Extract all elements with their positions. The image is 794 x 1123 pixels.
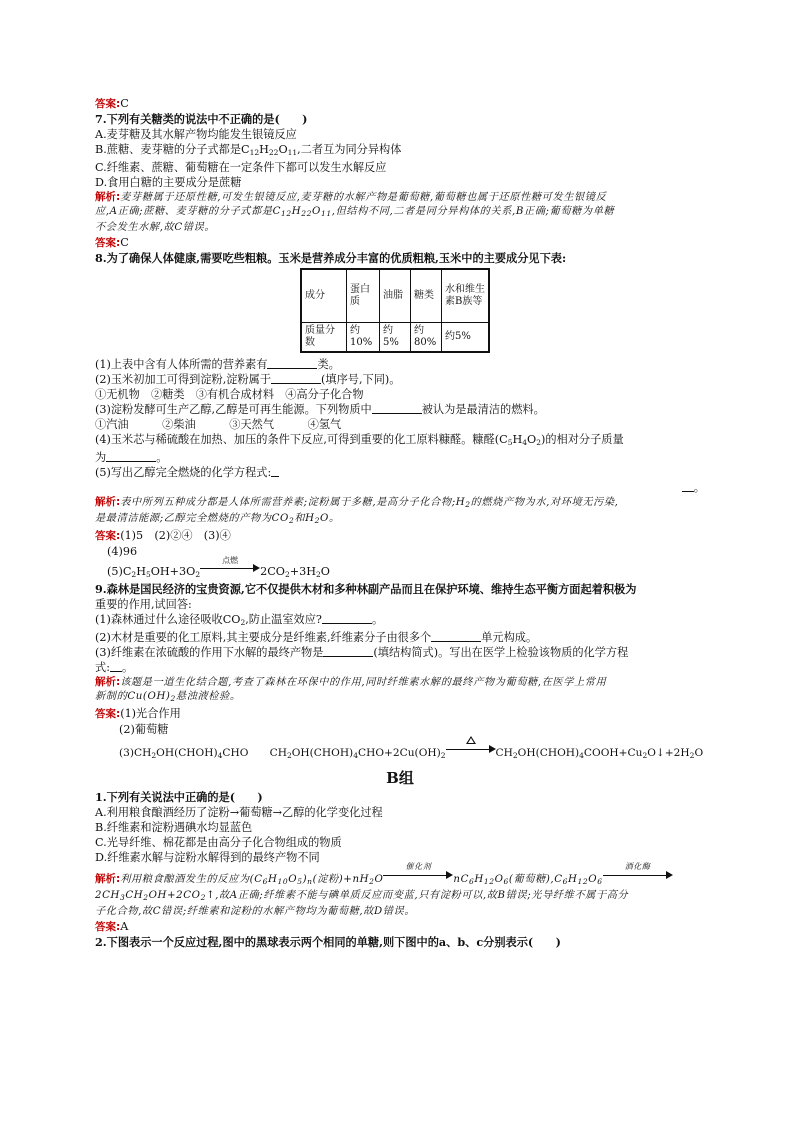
table-cell: 约80%: [411, 323, 442, 353]
q8-stem-text: 8.为了确保人体健康,需要吃些粗粮。玉米是营养成分丰富的优质粗粮,玉米中的主要成分见下表:: [95, 251, 567, 265]
q8-jx1b: 的燃烧产物为水,对环境无污染,: [470, 497, 619, 508]
answer-blank[interactable]: [106, 450, 156, 462]
answer-label: 答案:: [95, 530, 121, 542]
answer-value: C: [120, 97, 129, 110]
answer-blank[interactable]: [372, 402, 422, 414]
answer-blank[interactable]: [271, 465, 279, 477]
table-cell: 约5%: [380, 323, 411, 353]
reaction-condition: 酒化酶: [624, 862, 651, 871]
q9-p3d: 。: [121, 661, 134, 674]
q7-option-c: C.纤维素、蔗糖、葡萄糖在一定条件下都可以发生水解反应: [95, 161, 387, 174]
b1-jx-part: nC: [453, 874, 469, 885]
eq-left: (5)C: [107, 565, 132, 578]
q8-part-4-cont: [95, 450, 705, 465]
q8-part-5: [95, 465, 705, 480]
q7-jx1: 麦芽糖属于还原性糖,可发生银镜反应,麦芽糖的水解产物是葡萄糖,葡萄糖也属于还原性糖可发生银镜反: [120, 192, 607, 203]
q8-answer-5-equation: $(5)C_2H_5OH+3O_2$ 点燃 $2CO_2+3H_2O$: [95, 562, 705, 582]
analysis-label: 解析:: [95, 496, 121, 508]
q9-eq-part: CH: [495, 747, 513, 759]
q9-p3c: 式:: [95, 661, 110, 674]
q9-part-3: [95, 645, 705, 660]
analysis-label: 解析:: [95, 191, 121, 203]
table-row: [301, 323, 489, 353]
reaction-arrow-icon: [603, 862, 673, 881]
eq-right: 2CO: [260, 565, 285, 578]
q8-part-2-options: ①无机物 ②糖类 ③有机合成材料 ④高分子化合物: [95, 388, 364, 401]
reaction-condition: 点燃: [222, 556, 239, 565]
table-row-label: 质量分数: [301, 323, 347, 353]
q9-eq-part: CHO CH: [222, 747, 287, 759]
document-page: [95, 96, 705, 950]
b1-answer: A: [120, 920, 129, 933]
q8-part-4: (4)玉米芯与稀硫酸在加热、加压的条件下反应,可得到重要的化工原料糠醛。糠醛$(C_5H_4O_2)$的相对分子质量: [95, 433, 624, 447]
q7-option-d: D.食用白糖的主要成分是蔗糖: [95, 176, 242, 189]
q9-eq-part: OH(CHOH): [291, 747, 354, 759]
q7-jx2b: ,但结构不同,二者是同分异构体的关系,B正确;葡萄糖为单糖: [331, 206, 615, 217]
q9-p1b: ,防止温室效应?: [245, 613, 322, 626]
q9-answer-line: [95, 706, 705, 722]
q8-p4a: (4)玉米芯与稀硫酸在加热、加压的条件下反应,可得到重要的化工原料糠醛。糠醛(C: [95, 433, 508, 446]
q9-stem1: 9.森林是国民经济的宝贵资源,它不仅提供木材和多种林副产品而且在保护环境、维持生态平衡方面起着积极为: [95, 582, 637, 596]
q8-part-3: [95, 402, 705, 417]
table-header-cell: 成分: [301, 269, 347, 323]
q9-p2a: (2)木材是重要的化工原料,其主要成分是纤维素,纤维素分子由很多个: [95, 631, 432, 644]
q9-part-2: [95, 630, 705, 645]
question-b1-stem: [95, 790, 705, 805]
q9-p3b: (填结构简式)。写出在医学上检验该物质的化学方程: [373, 646, 629, 659]
q8-p3a: (3)淀粉发酵可生产乙醇,乙醇是可再生能源。下列物质中: [95, 403, 372, 416]
q8-p1b: 类。: [317, 358, 340, 371]
answer-label: 答案:: [95, 98, 121, 110]
q8-p2a: (2)玉米初加工可得到淀粉,淀粉属于: [95, 373, 272, 386]
q8-part-2: [95, 372, 705, 387]
q7-jx3: 不会发生水解,故C错误。: [95, 222, 216, 233]
q9-jx2: 新制的Cu(OH): [95, 691, 171, 702]
q7-stem-text: 7.下列有关糖类的说法中不正确的是( ): [95, 112, 308, 126]
answer-blank[interactable]: [682, 480, 694, 492]
question-7-stem: [95, 112, 705, 127]
b2-stem-text: 2.下图表示一个反应过程,图中的黑球表示两个相同的单糖,则下图中的a、b、c分别表示( ): [95, 935, 561, 949]
b1-jx-part: OH+2CO: [148, 890, 201, 901]
q8-p2b: (填序号,下同)。: [321, 373, 401, 386]
q8-part-5-end: [95, 480, 705, 495]
q9-p3a: (3)纤维素在浓硫酸的作用下水解的最终产物是: [95, 646, 324, 659]
b1-answer-line: [95, 919, 705, 935]
answer-blank[interactable]: [323, 645, 373, 657]
table-header-cell: 水和维生素B族等: [442, 269, 490, 323]
q9-eq-part: COOH+Cu: [583, 747, 643, 759]
q8-jx1: 表中所列五种成分都是人体所需营养素;淀粉属于多糖,是高分子化合物;H: [120, 497, 466, 508]
question-8-stem: [95, 251, 705, 266]
q8-p5: (5)写出乙醇完全燃烧的化学方程式:: [95, 466, 272, 479]
q9-jx2b: 悬浊液检验。: [175, 691, 241, 702]
analysis-label: 解析:: [95, 873, 121, 885]
b1-option-d: D.纤维素水解与淀粉水解得到的最终产物不同: [95, 851, 320, 864]
answer-blank[interactable]: [110, 660, 122, 672]
q9-eq-part: OH(CHOH): [517, 747, 580, 759]
reaction-arrow-icon: [200, 556, 260, 574]
q9-p2b: 单元构成。: [481, 631, 538, 644]
answer-blank[interactable]: [271, 372, 321, 384]
answer-blank[interactable]: [267, 357, 317, 369]
b1-analysis: 解析:利用粮食酿酒发生的反应为$(C_6H_{10}O_5)_n$(淀粉)$+nH_2O$ 催化剂 $nC_6H_{12}O_6$(葡萄糖)$,C_6H_{12}O_6$ 酒化酶 $2CH_3CH_2OH+2CO_2↑$,故A正确;纤维素不能与碘单质反应而变蓝,只有淀粉可以,故B错误;光导纤维不属于高分 子化合物,故C错误;纤维素和淀粉的水解产物均为葡萄糖,故D错误。: [95, 869, 705, 919]
answer-label: 答案:: [95, 921, 121, 933]
q8-p3b: 被认为是最清洁的燃料。: [421, 403, 545, 416]
b1-jx-part: CH: [125, 890, 144, 901]
q8-answer-4: (4)96: [107, 545, 138, 558]
question-9-stem-2: 重要的作用,试回答:: [95, 598, 192, 611]
q7-b-text2: ,二者互为同分异构体: [297, 143, 402, 156]
q9-eq-part: (3)CH: [119, 747, 152, 759]
q9-jx1: 该题是一道生化结合题,考查了森林在环保中的作用,同时纤维素水解的最终产物为葡萄糖,在医学上常用: [120, 677, 607, 688]
b1-jx-part: 2CH: [95, 890, 120, 901]
b1-option-a: A.利用粮食酿酒经历了淀粉→葡萄糖→乙醇的化学变化过程: [95, 806, 383, 819]
answer-label: 答案:: [95, 708, 121, 720]
table-cell: 约5%: [442, 323, 490, 353]
q7-analysis: 解析:麦芽糖属于还原性糖,可发生银镜反应,麦芽糖的水解产物是葡萄糖,葡萄糖也属于还原性糖可发生银镜反 应,A正确;蔗糖、麦芽糖的分子式都是$C_{12}H_{22}O_{11}$,但结构不同,二者是同分异构体的关系,B正确;葡萄糖为单糖 不会发生水解,故C错误。: [95, 191, 615, 233]
q9-ans1: (1)光合作用: [120, 707, 181, 720]
q8-p4c: 为: [95, 451, 107, 464]
table-header-cell: 糖类: [411, 269, 442, 323]
q9-eq-part: O: [694, 747, 704, 759]
answer-label: 答案:: [95, 237, 121, 249]
b1-jx-part: ): [302, 874, 308, 885]
b1-option-c: C.光导纤维、棉花都是由高分子化合物组成的物质: [95, 836, 342, 849]
b1-jx-part: (葡萄糖),C: [508, 874, 563, 885]
q7-answer-line: [95, 235, 705, 251]
q8-jx2a: 是最清洁能源;乙醇完全燃烧的产物为CO: [95, 513, 289, 524]
question-9-stem: [95, 582, 705, 597]
q7-option-b: B.蔗糖、麦芽糖的分子式都是$C_{12}H_{22}O_{11}$,二者互为同分异构体: [95, 143, 402, 157]
q9-eq-part: CHO+2Cu(OH): [357, 747, 441, 759]
reaction-arrow-icon: [446, 743, 496, 755]
q8-jx2b: 和H: [294, 513, 315, 524]
q8-part-3-options: ①汽油 ②柴油 ③天然气 ④氢气: [95, 418, 342, 431]
answer-line: [95, 96, 705, 112]
q8-p4b: )的相对分子质量: [541, 433, 624, 446]
b1-jx-part: ↑,故A正确;纤维素不能与碘单质反应而变蓝,只有淀粉可以,故B错误;光导纤维不属于高分: [206, 890, 629, 901]
q9-p1a: (1)森林通过什么途径吸收CO: [95, 613, 241, 626]
analysis-label: 解析:: [95, 676, 121, 688]
b1-jx-part: O: [374, 874, 384, 885]
q7-b-text: B.蔗糖、麦芽糖的分子式都是C: [95, 143, 250, 156]
q8-jx2c: O。: [320, 513, 340, 524]
q9-p1c: 。: [371, 613, 384, 626]
reaction-arrow-icon: [383, 862, 453, 881]
q7-option-a: A.麦芽糖及其水解产物均能发生银镜反应: [95, 128, 297, 141]
q9-part-1: (1)森林通过什么途径吸收$CO_2$,防止温室效应? 。: [95, 613, 384, 627]
q8-analysis: 解析:表中所列五种成分都是人体所需营养素;淀粉属于多糖,是高分子化合物$;H_2$的燃烧产物为水,对环境无污染, 是最清洁能源;乙醇完全燃烧的产物为$CO_2$和$H_2O$。: [95, 496, 619, 525]
q9-eq-part: O↓+2H: [647, 747, 690, 759]
answer-blank[interactable]: [322, 612, 372, 624]
q9-eq-part: OH(CHOH): [156, 747, 218, 759]
q9-answer-3-equation: $(3)CH_2OH(CHOH)_4CHO$ $CH_2OH(CHOH)_4CHO+2Cu(OH)_2$ $CH_2OH(CHOH)_4COOH+Cu_2O↓+2H_2O$: [95, 743, 705, 763]
q8-part-1: [95, 357, 705, 372]
b1-option-b: B.纤维素和淀粉遇碘水均显蓝色: [95, 821, 253, 834]
section-title: B组: [386, 769, 414, 787]
q8-ans1: (1)5 (2)②④ (3)④: [120, 529, 231, 542]
q9-answer-2: (2)葡萄糖: [119, 723, 169, 736]
table-header-cell: 蛋白质: [347, 269, 380, 323]
table-header-row: [301, 269, 489, 323]
nutrient-table: [300, 268, 490, 353]
b1-jx-part: (淀粉)+nH: [312, 874, 370, 885]
q9-analysis: 解析:该题是一道生化结合题,考查了森林在环保中的作用,同时纤维素水解的最终产物为葡萄糖,在医学上常用 新制的$Cu(OH)_2$悬浊液检验。: [95, 676, 607, 703]
b1-jx-part: 子化合物,故C错误;纤维素和淀粉的水解产物均为葡萄糖,故D错误。: [95, 906, 416, 917]
q7-jx2a: 应,A正确;蔗糖、麦芽糖的分子式都是C: [95, 206, 282, 217]
table-header-cell: 油脂: [380, 269, 411, 323]
q8-p5end: 。: [693, 481, 705, 494]
heat-triangle-icon: [466, 736, 476, 744]
table-cell: 约10%: [347, 323, 380, 353]
q7-answer: C: [120, 236, 129, 249]
q8-p4d: 。: [156, 451, 168, 464]
b1-stem-text: 1.下列有关说法中正确的是( ): [95, 790, 263, 804]
reaction-condition: 催化剂: [405, 862, 432, 871]
q9-part-3-cont: [95, 660, 705, 675]
b1-jx-part: 利用粮食酿酒发生的反应为(C: [120, 874, 263, 885]
question-b2-stem: [95, 935, 705, 950]
q8-answer-line: [95, 528, 705, 544]
q8-p1a: (1)上表中含有人体所需的营养素有: [95, 358, 268, 371]
answer-blank[interactable]: [431, 630, 481, 642]
